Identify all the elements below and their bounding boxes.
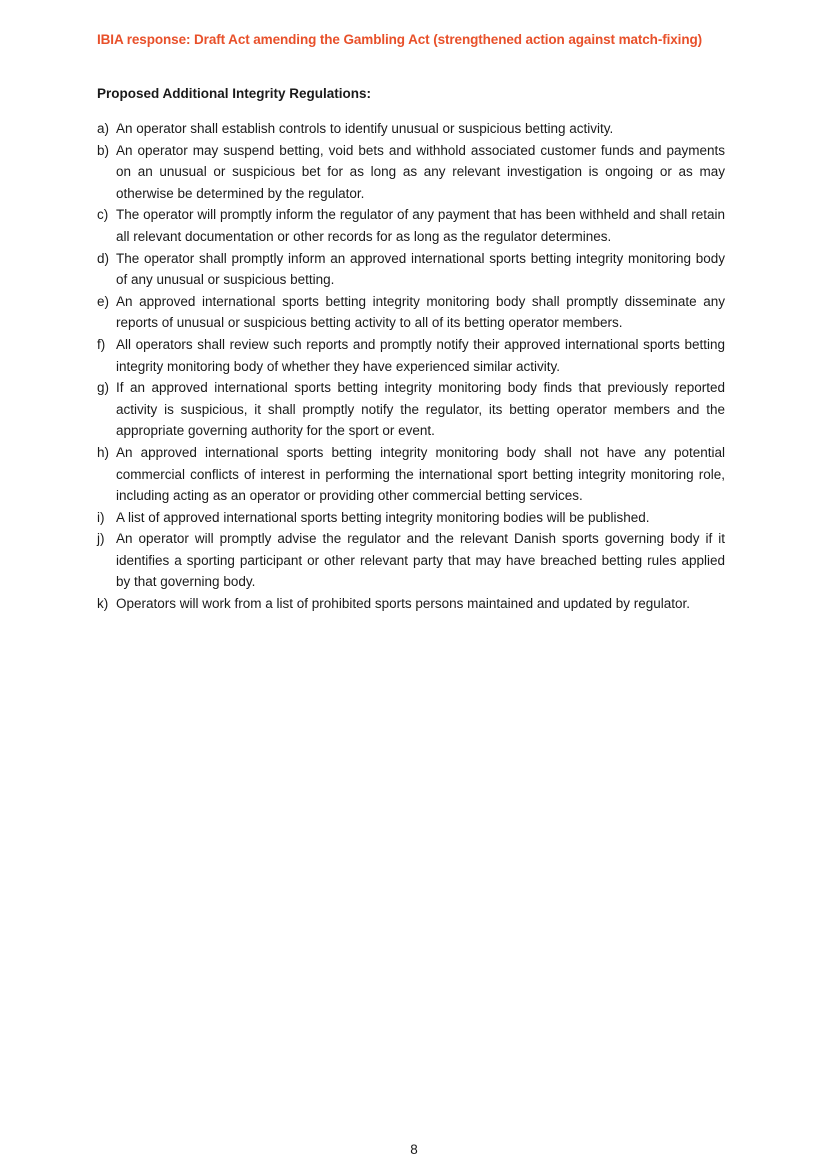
list-marker: e) <box>97 293 110 309</box>
list-marker: j) <box>97 531 105 547</box>
list-marker: f) <box>97 336 106 352</box>
regulation-item-c <box>97 204 725 247</box>
regulation-item-f <box>97 334 725 377</box>
regulation-item-a <box>97 118 725 140</box>
list-marker: c) <box>97 207 109 223</box>
regulation-text: The operator will promptly inform the regulator of any payment that has been withheld and shall retain all relevant documentation or other records for as long as the regulator determines. <box>116 207 725 244</box>
regulation-text: If an approved international sports betting integrity monitoring body finds that previously reported activity is suspicious, it shall promptly notify the regulator, its betting operator members and the appropriate governing authority for the sport or event. <box>116 380 725 439</box>
regulation-item-e <box>97 291 725 334</box>
list-marker: k) <box>97 596 109 612</box>
list-marker: a) <box>97 121 110 136</box>
document-header-title: IBIA response: Draft Act amending the Gambling Act (strengthened action against match-fixing) <box>97 32 703 47</box>
regulation-text: An operator will promptly advise the regulator and the relevant Danish sports governing body if it identifies a sporting participant or other relevant party that may have breached betting rules applied by that governing body. <box>116 531 725 590</box>
regulation-item-b <box>97 140 725 205</box>
regulations-list <box>97 118 725 615</box>
list-marker: i) <box>97 509 105 525</box>
regulation-text: Operators will work from a list of prohibited sports persons maintained and updated by regulator. <box>116 596 691 612</box>
regulation-item-j <box>97 528 725 593</box>
list-marker: g) <box>97 380 110 396</box>
regulation-text: An approved international sports betting integrity monitoring body shall not have any potential commercial conflicts of interest in performing the international sport betting integrity monitoring role, including acting as an operator or providing other commercial betting services. <box>116 444 725 504</box>
regulation-text: A list of approved international sports betting integrity monitoring bodies will be published. <box>116 509 650 525</box>
regulation-text: The operator shall promptly inform an approved international sports betting integrity monitoring body of any unusual or suspicious betting. <box>116 250 725 288</box>
regulation-item-i <box>97 507 725 529</box>
page-number: 8 <box>410 1142 418 1157</box>
section-heading: Proposed Additional Integrity Regulations: <box>97 86 372 101</box>
regulation-text: All operators shall review such reports and promptly notify their approved international sports betting integrity monitoring body of whether they have experienced similar activity. <box>116 336 725 374</box>
regulation-item-h <box>97 442 725 507</box>
regulation-item-k <box>97 593 725 615</box>
regulation-item-g <box>97 377 725 442</box>
list-marker: h) <box>97 444 110 460</box>
regulation-item-d <box>97 248 725 291</box>
regulation-text: An operator shall establish controls to identify unusual or suspicious betting activity. <box>116 121 614 136</box>
list-marker: d) <box>97 250 110 266</box>
regulation-text: An operator may suspend betting, void bets and withhold associated customer funds and payments on an unusual or suspicious bet for as long as any relevant investigation is ongoing or as may otherwise be determined by the regulator. <box>116 142 725 201</box>
regulation-text: An approved international sports betting integrity monitoring body shall promptly disseminate any reports of unusual or suspicious betting activity to all of its betting operator members. <box>116 293 725 331</box>
list-marker: b) <box>97 142 110 158</box>
